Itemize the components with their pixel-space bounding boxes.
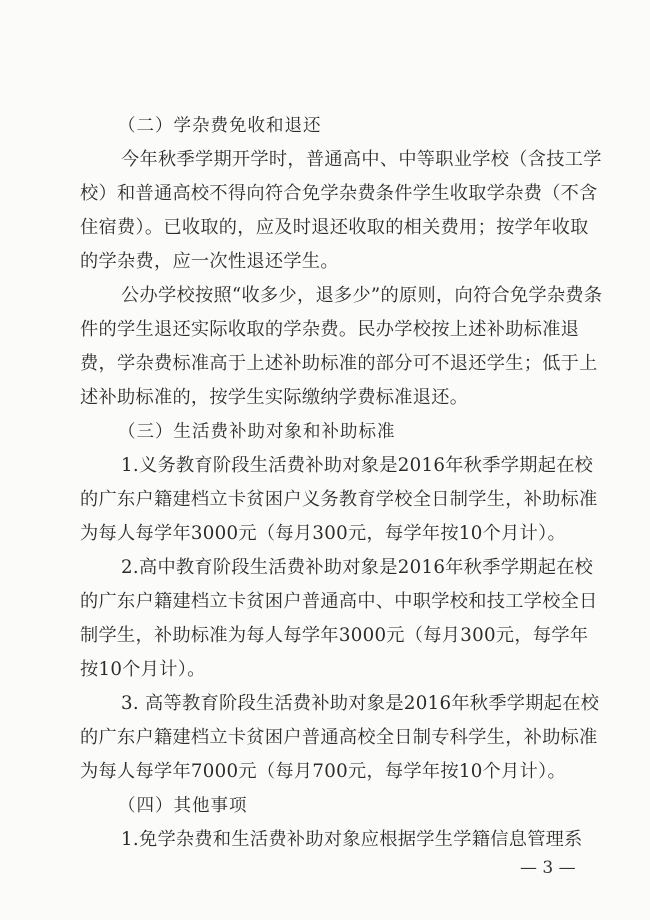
paragraph-line: 制学生，补助标准为每人每学年3000元（每月300元，每学年 bbox=[80, 625, 589, 646]
paragraph-line: 今年秋季学期开学时，普通高中、中等职业学校（含技工学 bbox=[121, 149, 602, 170]
paragraph-line: 的广东户籍建档立卡贫困户义务教育学校全日制学生，补助标准 bbox=[80, 489, 598, 510]
paragraph-line: 为每人每学年3000元（每月300元，每学年按10个月计）。 bbox=[80, 523, 566, 544]
paragraph-line: 按10个月计）。 bbox=[80, 659, 206, 680]
paragraph-line: 述补助标准的，按学生实际缴纳学费标准退还。 bbox=[80, 387, 469, 408]
section-heading-other-matters: （四）其他事项 bbox=[118, 796, 248, 816]
paragraph-line: 费，学杂费标准高于上述补助标准的部分可不退还学生；低于上 bbox=[80, 353, 598, 374]
paragraph-line: 的广东户籍建档立卡贫困户普通高中、中职学校和技工学校全日 bbox=[80, 591, 598, 612]
paragraph-line: 公办学校按照“收多少，退多少”的原则，向符合免学杂费条 bbox=[121, 285, 603, 306]
paragraph-line: 件的学生退还实际收取的学杂费。民办学校按上述补助标准退 bbox=[80, 319, 580, 340]
paragraph-line: 3. 高等教育阶段生活费补助对象是2016年秋季学期起在校 bbox=[121, 693, 600, 714]
paragraph-line: 1.免学杂费和生活费补助对象应根据学生学籍信息管理系 bbox=[121, 829, 583, 850]
paragraph-line: 的学杂费，应一次性退还学生。 bbox=[80, 251, 339, 272]
section-heading-fee-exemption: （二）学杂费免收和退还 bbox=[118, 116, 322, 136]
paragraph-line: 住宿费）。已收取的，应及时退还收取的相关费用；按学年收取 bbox=[80, 217, 589, 238]
page-number: — 3 — bbox=[520, 858, 576, 878]
paragraph-line: 校）和普通高校不得向符合免学杂费条件学生收取学杂费（不含 bbox=[80, 183, 598, 204]
section-heading-living-allowance: （三）生活费补助对象和补助标准 bbox=[118, 422, 396, 442]
paragraph-line: 2.高中教育阶段生活费补助对象是2016年秋季学期起在校 bbox=[121, 557, 594, 578]
paragraph-line: 为每人每学年7000元（每月700元，每学年按10个月计）。 bbox=[80, 761, 566, 782]
paragraph-line: 的广东户籍建档立卡贫困户普通高校全日制专科学生，补助标准 bbox=[80, 727, 598, 748]
paragraph-line: 1.义务教育阶段生活费补助对象是2016年秋季学期起在校 bbox=[121, 455, 594, 476]
